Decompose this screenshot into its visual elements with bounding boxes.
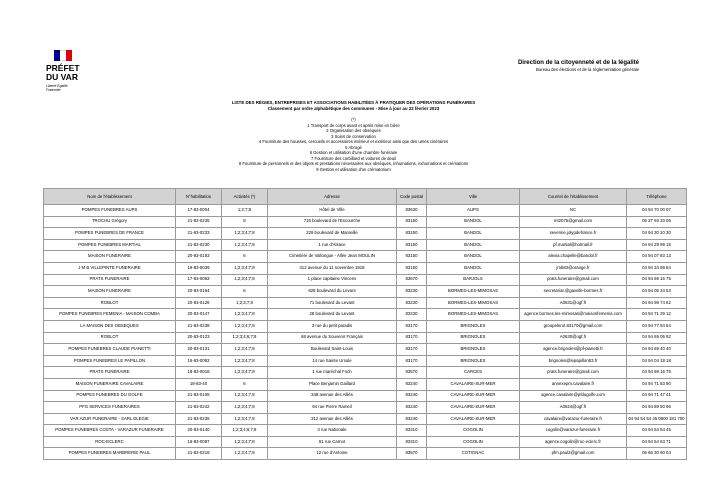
table-cell: BANDOL: [427, 216, 520, 228]
table-cell: 20-83-0140: [176, 425, 222, 437]
table-cell: POMPES FUNEBRES DU GOLFE: [44, 390, 176, 402]
table-cell: BORMES-LES-MIMOSAS: [427, 297, 520, 309]
table-cell: 04 94 71 29 12: [627, 309, 687, 321]
table-cell: VAR AZUR FUNERAIRE - SARL ELEGIE: [44, 413, 176, 425]
table-cell: prats.funeraire@gmail.com: [520, 367, 627, 379]
prefet-logo: [46, 50, 78, 92]
table-cell: 83570: [397, 448, 427, 460]
table-cell: 20-83-0126: [176, 297, 222, 309]
table-cell: A0630@ogf.fr: [520, 332, 627, 344]
legend-line: 8 Fourniture de personnels et des objets et prestations nécessaires aux obsèques, inhumations, exhumations et crémations: [238, 161, 469, 166]
table-cell: 1;2;3;4;7;8: [222, 367, 268, 379]
table-cell: severine.jolypdefrance.fr: [520, 228, 627, 240]
table-cell: 04 94 54 54 45: [627, 425, 687, 437]
table-cell: 04 94 54 54 45 0800 181 700: [627, 413, 687, 425]
table-cell: prats.funeraire@gmail.com: [520, 274, 627, 286]
table-cell: 04 94 54 63 71: [627, 436, 687, 448]
table-cell: A0624@ogf.fr: [520, 402, 627, 414]
document-title: LISTE DES RÉGIES, ENTREPRISES ET ASSOCIATIONS HABILITÉES À PRATIQUER DES OPÉRATIONS FUNÉRAIRES: [231, 100, 476, 105]
table-row: [44, 413, 687, 425]
table-cell: annexepm.cavalaire.fr: [520, 378, 627, 390]
table-cell: 28 boulevard du Levant: [268, 309, 397, 321]
table-cell: 715 boulevard de l'Escourche: [268, 216, 397, 228]
column-header: Adresse: [268, 189, 397, 205]
table-cell: 83310: [397, 425, 427, 437]
table-cell: 1;2;7;8: [222, 205, 268, 217]
table-cell: 20-83-0193: [176, 251, 222, 263]
document-intro: [0, 100, 707, 111]
table-cell: Cimetière de Vallongue - Allée Jean MOULIN: [268, 251, 397, 263]
table-cell: MAISON FUNERAIRE: [44, 286, 176, 298]
legend-line: 1 Transport de corps avant et après mise en bière: [307, 122, 400, 128]
table-cell: 83170: [397, 332, 427, 344]
table-row: [44, 367, 687, 379]
legend-line: 3 Soins de conservation: [331, 133, 376, 139]
table-cell: 83150: [397, 251, 427, 263]
table-cell: 6: [222, 251, 268, 263]
table-row: [44, 344, 687, 356]
table-cell: jmb83@orange.fr: [520, 262, 627, 274]
table-cell: BRIGNOLES: [427, 344, 520, 356]
table-cell: 1;2;3;4;7;8: [222, 402, 268, 414]
table-row: [44, 425, 687, 437]
table-row: [44, 286, 687, 298]
table-cell: 83150: [397, 239, 427, 251]
table-cell: 1;2;3;4;7;8: [222, 239, 268, 251]
table-cell: COTIGNAC: [427, 448, 520, 460]
table-cell: BANDOL: [427, 228, 520, 240]
table-row: [44, 297, 687, 309]
table-cell: POMPES FUNEBRES DE FRANCE: [44, 228, 176, 240]
column-header: Activités (*): [222, 189, 268, 205]
table-cell: 04 94 69 16 75: [627, 274, 687, 286]
table-cell: NC: [520, 205, 627, 217]
legend-line: 7 Fourniture des corbillard et voitures de deuil: [311, 155, 396, 161]
table-cell: 21-83-0233: [176, 228, 222, 240]
table-cell: cavalaire@varazur-funeraire.fr: [520, 413, 627, 425]
table-row: [44, 205, 687, 217]
table-cell: COGOLIN: [427, 425, 520, 437]
table-cell: PFG SERVICES FUNERAIRES: [44, 402, 176, 414]
table-cell: 1;2;3;4;7;8: [222, 355, 268, 367]
table-cell: 1;2;3;4;7;8: [222, 344, 268, 356]
table-cell: 3 rue Nationale: [268, 425, 397, 437]
table-cell: agence.brignoles@pf-pianetti.fr: [520, 344, 627, 356]
table-cell: 04 94 70 00 07: [627, 205, 687, 217]
table-cell: 1 rue maréchal Foch: [268, 367, 397, 379]
table-cell: LA MAISON DES OBSEQUES: [44, 320, 176, 332]
table-cell: TROCHU Grégory: [44, 216, 176, 228]
table-cell: brignoles@lepapillon83.fr: [520, 355, 627, 367]
table-cell: 71 boulevard du Levant: [268, 297, 397, 309]
table-cell: PRATS FUNERAIRE: [44, 274, 176, 286]
table-cell: 83230: [397, 297, 427, 309]
table-cell: 21-83-0242: [176, 402, 222, 414]
column-header: N°habilitation: [176, 189, 222, 205]
table-row: [44, 355, 687, 367]
legend-line: 5 Abrogé: [345, 144, 362, 150]
table-cell: 04 94 71 83 90: [627, 378, 687, 390]
direction-title: Direction de la citoyenneté et de la légalité: [517, 60, 639, 66]
table-cell: POMPES FUNEBRES LE PAPILLON: [44, 355, 176, 367]
column-header: Code postal: [397, 189, 427, 205]
table-cell: 1;2;3;4;7;8: [222, 228, 268, 240]
table-row: [44, 262, 687, 274]
table-cell: 20-83-0147: [176, 309, 222, 321]
table-cell: 83630: [397, 205, 427, 217]
column-header: Courriel de l'établissement: [520, 189, 627, 205]
table-cell: A0631@ogf.fr: [520, 297, 627, 309]
column-header: Téléphone: [627, 189, 687, 205]
table-cell: 21-83-0218: [176, 448, 222, 460]
table-cell: 04 94 07 83 13: [627, 251, 687, 263]
table-cell: pfm.paul2@gmail.com: [520, 448, 627, 460]
table-cell: 83170: [397, 344, 427, 356]
table-cell: ROBLOT: [44, 297, 176, 309]
table-cell: cogolin@varazur-funeraire.fr: [520, 425, 627, 437]
table-cell: 17-83-0063: [176, 274, 222, 286]
table-cell: COGOLIN: [427, 436, 520, 448]
table-cell: AUPS: [427, 205, 520, 217]
table-cell: 83150: [397, 228, 427, 240]
table-cell: 312 avenue des Alliés: [268, 413, 397, 425]
table-cell: 04 94 69 40 40: [627, 344, 687, 356]
table-body: [44, 205, 687, 460]
legend-line: 6 Gestion et utilisation d'une chambre funéraire: [309, 150, 398, 155]
habilitations-table: [43, 188, 687, 460]
table-cell: 83670: [397, 274, 427, 286]
table-cell: 06 37 93 33 05: [627, 216, 687, 228]
table-cell: 83170: [397, 355, 427, 367]
table-cell: 12 rue d'Antoine: [268, 448, 397, 460]
table-cell: agence.cogolin@roc-eclerc.fr: [520, 436, 627, 448]
table-cell: 17-83-0004: [176, 205, 222, 217]
table-cell: POMPES FUNEBRES COSTA - VARAZUR FUNERAIRE: [44, 425, 176, 437]
table-cell: 04 94 29 99 15: [627, 239, 687, 251]
column-header: Ville: [427, 189, 520, 205]
table-cell: 04 94 71 47 41: [627, 390, 687, 402]
table-cell: POMPES FUNEBRES MARBRERIE PAUL: [44, 448, 176, 460]
table-header-row: [44, 189, 687, 205]
table-cell: MAISON FUNERAIRE: [44, 251, 176, 263]
table-cell: 312 avenue du 11 novembre 1918: [268, 262, 397, 274]
table-row: [44, 251, 687, 263]
table-cell: 16-83-0082: [176, 355, 222, 367]
document-subtitle: Classement par ordre alphabétique des communes - Mise à jour au 22 février 2023: [267, 105, 440, 111]
table-cell: 83150: [397, 216, 427, 228]
table-cell: ROC-ECLERC: [44, 436, 176, 448]
table-cell: 1 rue d'Alsace: [268, 239, 397, 251]
table-cell: 83230: [397, 309, 427, 321]
table-row: [44, 436, 687, 448]
table-cell: CAVALAIRE-SUR-MER: [427, 378, 520, 390]
table-cell: BRIGNOLES: [427, 320, 520, 332]
table-cell: 1;2;3;4;6;7;8: [222, 332, 268, 344]
table-cell: POMPES FUNEBRES FEMENIA - MAISON COMBA: [44, 309, 176, 321]
table-cell: groupelerot.83170@gmail.com: [520, 320, 627, 332]
table-cell: CAVALAIRE-SUR-MER: [427, 390, 520, 402]
table-cell: BRIGNOLES: [427, 332, 520, 344]
table-row: [44, 332, 687, 344]
table-cell: 04 94 30 10 30: [627, 228, 687, 240]
table-cell: 83240: [397, 402, 427, 414]
table-cell: 83230: [397, 286, 427, 298]
table-cell: 1;2;3;4;7;8: [222, 309, 268, 321]
table-cell: 83170: [397, 320, 427, 332]
table-cell: 04 94 34 89 54: [627, 262, 687, 274]
table-row: [44, 309, 687, 321]
table-cell: BANDOL: [427, 262, 520, 274]
table-cell: 04 94 69 06 92: [627, 332, 687, 344]
table-cell: 83240: [397, 413, 427, 425]
table-cell: CAVALAIRE-SUR-MER: [427, 413, 520, 425]
table-cell: BANDOL: [427, 251, 520, 263]
french-flag-icon: [54, 50, 72, 61]
table-row: [44, 448, 687, 460]
table-cell: BORMES-LES-MIMOSAS: [427, 309, 520, 321]
bureau-title: Bureau des élections et de la réglementation générale: [536, 67, 639, 72]
table-cell: 6: [222, 378, 268, 390]
table-cell: alexia.chapelle@bandol.fr: [520, 251, 627, 263]
table-cell: Place Benjamin Gaillard: [268, 378, 397, 390]
table-cell: 04 94 04 18 18: [627, 355, 687, 367]
table-cell: 04 94 98 74 62: [627, 297, 687, 309]
table-cell: 20-83-0131: [176, 344, 222, 356]
table-cell: 20-83-0164: [176, 286, 222, 298]
table-cell: 1 place capitaine Vincens: [268, 274, 397, 286]
table-cell: 1;2;3;7;8: [222, 297, 268, 309]
table-cell: 21-83-0230: [176, 239, 222, 251]
legend-line: 2 Organisation des obsèques: [326, 128, 381, 133]
table-cell: 18-83-0018: [176, 367, 222, 379]
table-cell: 21-83-0235: [176, 216, 222, 228]
table-cell: ROBLOT: [44, 332, 176, 344]
logo-motto: Liberté Égalité Fraternité: [46, 84, 68, 92]
table-cell: secretariat.@gavelle-bormes.fr: [520, 286, 627, 298]
table-cell: 94 rue Pierre Rameil: [268, 402, 397, 414]
legend-line: (*): [351, 117, 356, 122]
table-cell: 61 rue Carnot: [268, 436, 397, 448]
table-cell: 06 66 30 90 04: [627, 448, 687, 460]
activities-legend: [0, 117, 707, 172]
table-cell: 6: [222, 286, 268, 298]
legend-line: 9 Gestion et utilisation d'un crématorium: [316, 166, 391, 172]
table-cell: mt2075@gmail.com: [520, 216, 627, 228]
table-row: [44, 402, 687, 414]
table-cell: 8: [222, 216, 268, 228]
table-cell: J M B VILLEPINTE FUNERAIRE: [44, 262, 176, 274]
table-cell: POMPES FUNEBRES MARTIAL: [44, 239, 176, 251]
table-cell: 83240: [397, 378, 427, 390]
table-cell: BRIGNOLES: [427, 355, 520, 367]
table-row: [44, 378, 687, 390]
header-right: [518, 60, 639, 72]
table-cell: 14 rue Sainte Ursule: [268, 355, 397, 367]
table-cell: 1;2;3;4;7;8: [222, 274, 268, 286]
table-cell: 16-83-0087: [176, 436, 222, 448]
table-row: [44, 390, 687, 402]
table-cell: POMPES FUNEBRES CLAUDE PIANETTI: [44, 344, 176, 356]
table-cell: 04 94 77 84 54: [627, 320, 687, 332]
table-row: [44, 228, 687, 240]
table-cell: 1;2;3;4;7;8: [222, 448, 268, 460]
table-cell: 04 94 69 16 75: [627, 367, 687, 379]
table-cell: 04 94 05 34 53: [627, 286, 687, 298]
table-cell: BARJOLS: [427, 274, 520, 286]
table-cell: 83570: [397, 367, 427, 379]
table-cell: 1;2;3;4;7;8: [222, 413, 268, 425]
table-cell: 21-83-0238: [176, 320, 222, 332]
table-cell: 83150: [397, 262, 427, 274]
table-cell: 04 94 89 50 96: [627, 402, 687, 414]
table-cell: 21-83-0236: [176, 413, 222, 425]
table-cell: MAISON FUNERAIRE CAVALAIRE: [44, 378, 176, 390]
table-cell: 348 avenue des Alliés: [268, 390, 397, 402]
table-row: [44, 274, 687, 286]
table-cell: 1;2;3;4;6;7;8: [222, 425, 268, 437]
legend-line: 4 Fourniture des housses, cercueils et accessoires intérieur et extérieur ainsi que des urnes cinéraires: [258, 139, 449, 144]
table-cell: Hôtel de Ville: [268, 205, 397, 217]
table-cell: 83240: [397, 390, 427, 402]
table-cell: 828 boulevard du Levant: [268, 286, 397, 298]
table-cell: 1;2;3;4;7;8: [222, 320, 268, 332]
table-cell: pf.martial@hotmail.fr: [520, 239, 627, 251]
table-cell: agence.bormes.les-mimosas@maisonfemenia.com: [520, 309, 627, 321]
table-cell: 229 boulevard de Marseille: [268, 228, 397, 240]
table-cell: Boulevard Saint-Louis: [268, 344, 397, 356]
table-cell: 3 rue du petit paradis: [268, 320, 397, 332]
table-row: [44, 216, 687, 228]
table-cell: BANDOL: [427, 239, 520, 251]
table-cell: 20-83-0123: [176, 332, 222, 344]
table-cell: 83310: [397, 436, 427, 448]
table-cell: 19-83-0039: [176, 262, 222, 274]
table-cell: 1;2;3;4;7;8: [222, 390, 268, 402]
table-cell: CAVALAIRE-SUR-MER: [427, 402, 520, 414]
table-cell: CARCES: [427, 367, 520, 379]
logo-line2: DU VAR: [46, 72, 78, 82]
table-cell: PRATS FUNERAIRE: [44, 367, 176, 379]
column-header: Nom de l'établissement: [44, 189, 176, 205]
table-cell: 21-83-0108: [176, 390, 222, 402]
table-row: [44, 239, 687, 251]
table-row: [44, 320, 687, 332]
table-cell: 18-83-40: [176, 378, 222, 390]
table-cell: BORMES-LES-MIMOSAS: [427, 286, 520, 298]
table-cell: 1;2;3;4;7;8: [222, 436, 268, 448]
table-cell: agence.cavalaire@pfdugolfe.com: [520, 390, 627, 402]
logo-line1: PRÉFET: [46, 63, 80, 73]
table-cell: POMPES FUNEBRES AUPS: [44, 205, 176, 217]
table-cell: 1;2;3;4;7;8: [222, 262, 268, 274]
table-cell: 68 avenue du Souvenir Français: [268, 332, 397, 344]
